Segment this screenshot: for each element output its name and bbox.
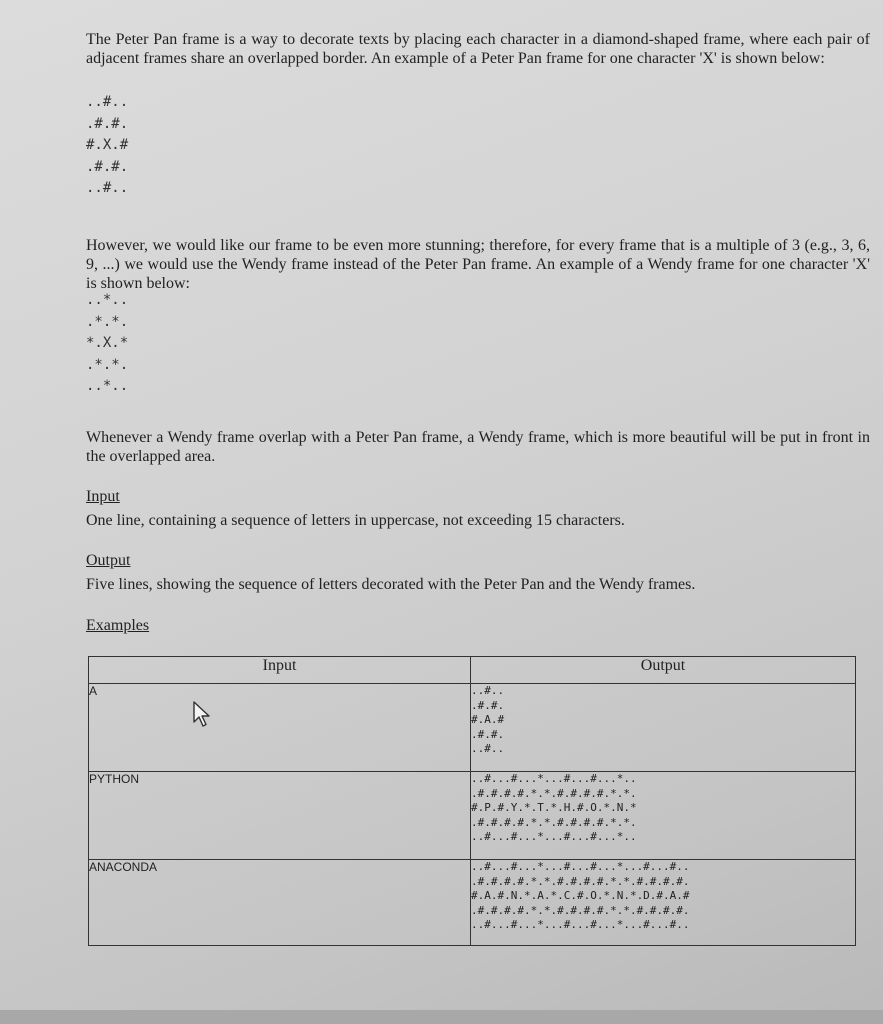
input-description: One line, containing a sequence of letters in uppercase, not exceeding 15 characters. (86, 512, 625, 529)
example-input-cell: PYTHON (89, 772, 471, 860)
output-column-header: Output (471, 657, 856, 684)
example-output-cell: ..#...#...*...#...#...*.. .#.#.#.#.*.*.#.#.#.#.*.*. #.P.#.Y.*.T.*.H.#.O.*.N.* .#.#.#.#.*.*.#.#.#.#.*.*. ..#...#...*...#...#...*.. (471, 772, 856, 860)
table-header-row (89, 657, 856, 684)
mouse-cursor-icon (192, 700, 216, 730)
output-description: Five lines, showing the sequence of letters decorated with the Peter Pan and the Wendy frames. (86, 576, 696, 593)
table-row (89, 860, 856, 946)
example-input-cell: A (89, 684, 471, 772)
example-input-cell: ANACONDA (89, 860, 471, 946)
table-row (89, 772, 856, 860)
examples-heading: Examples (86, 617, 150, 634)
peter-pan-frame-example: ..#.. .#.#. #.X.# .#.#. ..#.. (86, 94, 129, 196)
input-column-header: Input (89, 657, 471, 684)
overlap-rule-paragraph: Whenever a Wendy frame overlap with a Peter Pan frame, a Wendy frame, which is more beautiful will be put in front in the overlapped area. (86, 429, 870, 465)
wendy-frame-example: ..*.. .*.*. *.X.* .*.*. ..*.. (86, 292, 129, 394)
example-output-cell: ..#.. .#.#. #.A.# .#.#. ..#.. (471, 684, 856, 772)
intro-paragraph: The Peter Pan frame is a way to decorate texts by placing each character in a diamond-shaped frame, where each pair of adjacent frames share an overlapped border. An example of a Peter Pan frame for one character 'X' is shown below: (86, 31, 870, 67)
page-bottom-edge (0, 1010, 883, 1024)
wendy-intro-paragraph: However, we would like our frame to be even more stunning; therefore, for every frame that is a multiple of 3 (e.g., 3, 6, 9, ...) we would use the Wendy frame instead of the Peter Pan frame. An example of a Wendy frame for one character 'X' is shown below: (86, 237, 870, 292)
output-heading: Output (86, 552, 131, 569)
input-heading: Input (86, 488, 120, 505)
example-output-cell: ..#...#...*...#...#...*...#...#.. .#.#.#.#.*.*.#.#.#.#.*.*.#.#.#.#. #.A.#.N.*.A.*.C.#.O.*.N.*.D.#.A.# .#.#.#.#.*.*.#.#.#.#.*.*.#.#.#.#. ..#...#...*...#...#...*...#...#.. (471, 860, 856, 946)
